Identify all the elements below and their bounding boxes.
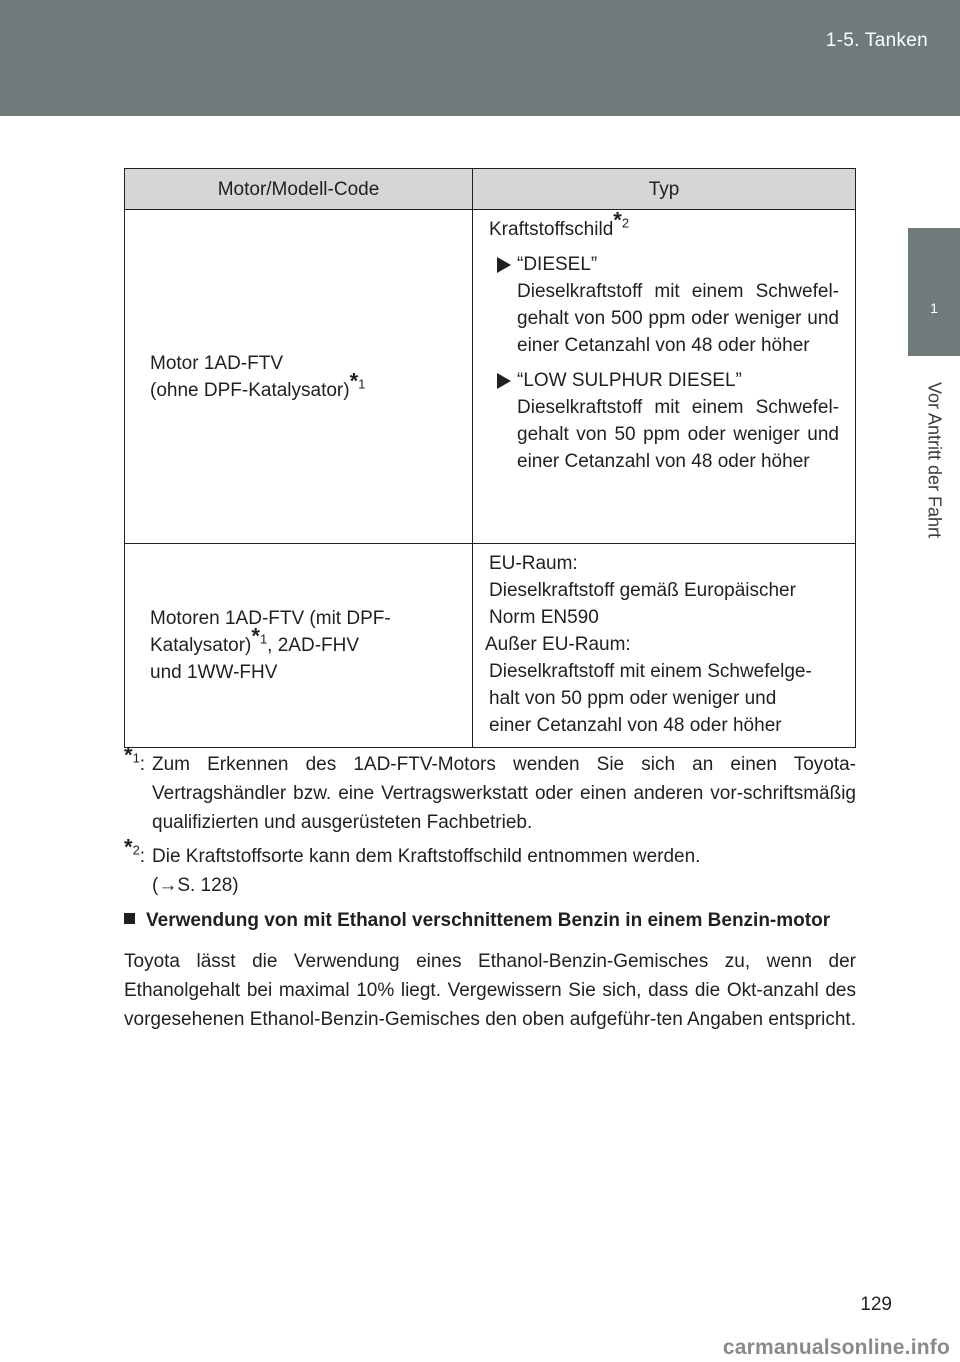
list-item <box>489 251 839 359</box>
motor-line: Motoren 1AD-FTV (mit DPF- <box>150 608 391 629</box>
motor-line: und 1WW-FHV <box>150 662 278 683</box>
page-number: 129 <box>860 1294 892 1315</box>
footnote-mark: *$^1$: <box>124 742 146 775</box>
fuel-type-description: Dieselkraftstoff mit einem Schwefel-gehalt von 500 ppm oder weniger und einer Cetanzahl von 48 oder höher <box>517 281 839 356</box>
footnote-2 <box>124 834 856 900</box>
triangle-bullet-icon <box>497 257 511 273</box>
non-eu-text: Dieselkraftstoff mit einem Schwefelge- <box>489 661 812 682</box>
footnote-ref: 1 <box>358 376 366 392</box>
fuel-type-title: “DIESEL” <box>517 254 598 275</box>
non-eu-text: einer Cetanzahl von 48 oder höher <box>489 715 782 736</box>
chapter-number: 1 <box>930 300 938 316</box>
motor-line-text: Katalysator) <box>150 635 252 656</box>
section-heading-text: Verwendung von mit Ethanol verschnittenem Benzin in einem Benzin-motor <box>146 910 831 931</box>
table-header-row <box>125 169 856 210</box>
section-heading <box>124 906 856 935</box>
footnote-text: Die Kraftstoffsorte kann dem Kraftstoffschild entnommen werden. <box>152 846 701 867</box>
list-item <box>489 367 839 475</box>
motor-cell <box>125 210 473 544</box>
column-header-typ: Typ <box>473 169 856 210</box>
table-row <box>125 210 856 544</box>
motor-line: Motor 1AD-FTV <box>150 352 284 374</box>
footnote-text: Zum Erkennen des 1AD-FTV-Motors wenden Sie sich an einen Toyota-Vertragshändler bzw. eine Vertragswerkstatt oder einen anderen vor-schriftsmäßig qualifizierten und ausgerüsteten Fachbetrieb. <box>152 754 856 833</box>
footnote-ref: 2 <box>621 215 630 231</box>
footnote-ref: 1 <box>259 631 268 647</box>
header-bar <box>0 0 960 116</box>
fuel-label-heading <box>489 207 839 243</box>
motor-line-text: (ohne DPF-Katalysator) <box>150 379 350 401</box>
motor-line <box>150 368 472 404</box>
motor-cell <box>125 544 473 748</box>
fuel-type-title: “LOW SULPHUR DIESEL” <box>517 370 742 391</box>
footnote-number: 1 <box>132 750 140 766</box>
eu-text: Norm EN590 <box>489 607 599 628</box>
footnote-number: 2 <box>132 842 140 858</box>
motor-line <box>150 623 472 659</box>
footnote-mark: *$^2$: <box>124 834 146 867</box>
non-eu-label: Außer EU-Raum: <box>485 634 631 655</box>
fuel-spec-table <box>124 168 856 748</box>
typ-cell <box>473 544 856 748</box>
typ-cell <box>473 207 856 544</box>
motor-line-text: , 2AD-FHV <box>267 635 360 656</box>
page-reference: (→S. 128) <box>152 875 239 896</box>
non-eu-text: halt von 50 ppm oder weniger und <box>489 688 777 709</box>
footnote-1 <box>124 742 856 837</box>
section-title: 1-5. Tanken <box>825 30 928 51</box>
footnote-star: * <box>349 368 359 394</box>
fuel-label-heading-text: Kraftstoffschild <box>489 219 614 240</box>
table-row <box>125 544 856 748</box>
footnote-star: * <box>613 207 622 233</box>
triangle-bullet-icon <box>497 373 511 389</box>
footnote-star: * <box>251 623 260 649</box>
ethanol-section <box>124 906 856 1034</box>
eu-text: Dieselkraftstoff gemäß Europäischer <box>489 580 796 601</box>
column-header-motor: Motor/Modell-Code <box>125 169 473 210</box>
fuel-type-description: Dieselkraftstoff mit einem Schwefel-gehalt von 50 ppm oder weniger und einer Cetanzahl von 48 oder höher <box>517 397 839 472</box>
watermark: carmanualsonline.info <box>722 1336 950 1359</box>
square-bullet-icon <box>124 913 135 924</box>
chapter-title: Vor Antritt der Fahrt <box>924 381 945 539</box>
section-body: Toyota lässt die Verwendung eines Ethanol-Benzin-Gemisches zu, wenn der Ethanolgehalt bei maximal 10% liegt. Vergewissern Sie sich, dass die Okt-anzahl des vorgesehenen Ethanol-Benzin-Gemisches den oben aufgeführ-ten Angaben entspricht. <box>124 951 856 1030</box>
chapter-tab <box>908 228 960 356</box>
eu-label: EU-Raum: <box>489 553 578 574</box>
